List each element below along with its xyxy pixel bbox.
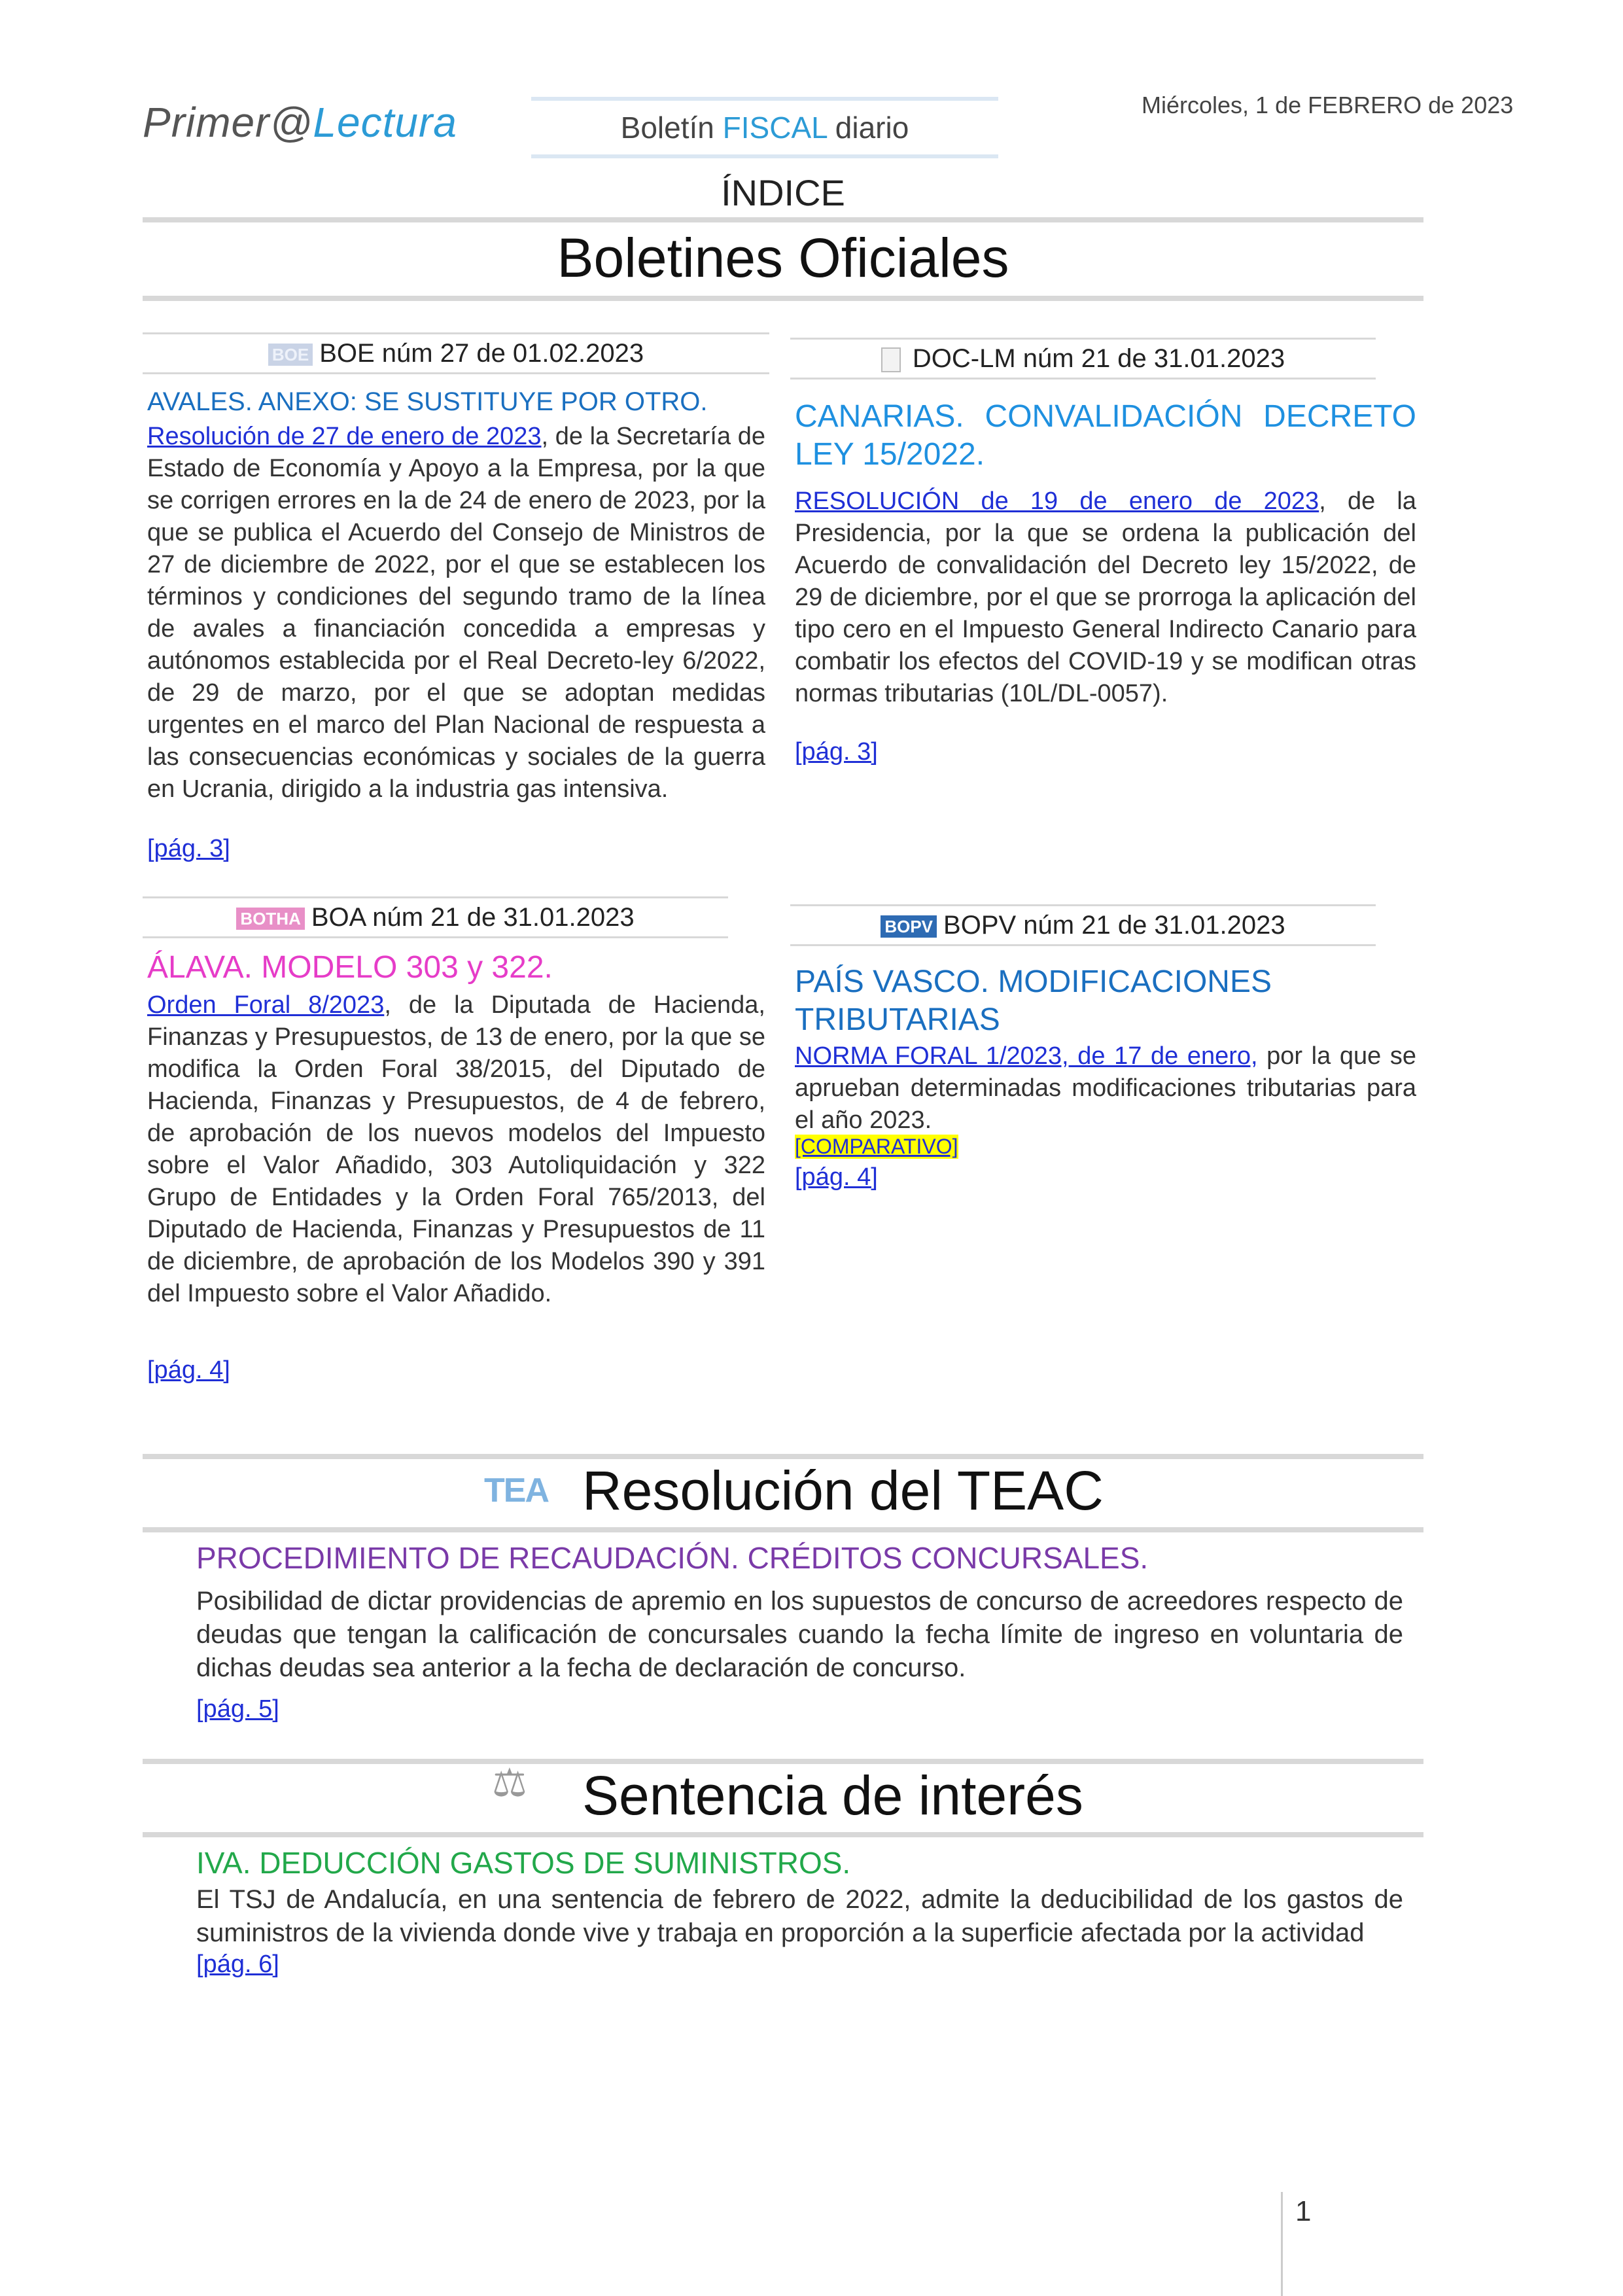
- divider: [143, 1527, 1423, 1532]
- divider: [143, 1759, 1423, 1764]
- boe-body: Resolución de 27 de enero de 2023, de la Secretaría de Estado de Economía y Apoyo a la Empresa, por la que se corrigen errores en la de 24 de enero de 2023, por la que se publica el Acuerdo del Consejo de Ministros de 27 de diciembre de 2022, por el que se establecen los términos y condiciones del segundo tramo de la línea de avales a financiación concedida a empresas y autónomos establecida por el Real Decreto-ley 6/2022, de 29 de marzo, por el que se adoptan medidas urgentes en el marco del Plan Nacional de respuesta a las consecuencias económicas y sociales de la guerra en Ucrania, dirigido a la industria gas intensiva.: [147, 423, 765, 803]
- divider: [143, 296, 1423, 301]
- boa-section-title: ÁLAVA. MODELO 303 y 322.: [147, 950, 553, 985]
- sentencia-page-link[interactable]: [pág. 6]: [196, 1951, 279, 1978]
- page-number-divider: [1281, 2192, 1283, 2296]
- sentencia-body: El TSJ de Andalucía, en una sentencia de febrero de 2022, admite la deducibilidad de los gastos de suministros de la vivienda donde vive y trabaja en proporción a la superficie afectada por la actividad: [196, 1885, 1403, 1947]
- divider: [143, 217, 1423, 222]
- boe-header: BOE BOE núm 27 de 01.02.2023: [143, 332, 769, 374]
- teac-subtitle: PROCEDIMIENTO DE RECAUDACIÓN. CRÉDITOS CONCURSALES.: [196, 1541, 1149, 1575]
- divider: [143, 1832, 1423, 1837]
- boe-page-link[interactable]: [pág. 3]: [147, 835, 230, 862]
- boletines-title: Boletines Oficiales: [557, 227, 1009, 289]
- scale-icon: ⚖: [492, 1761, 527, 1805]
- boe-logo-icon: BOE: [268, 344, 313, 366]
- doclm-header: DOC-LM núm 21 de 31.01.2023: [790, 338, 1376, 380]
- doclm-body: RESOLUCIÓN de 19 de enero de 2023, de la Presidencia, por la que se ordena la publicación del Acuerdo de convalidación del Decreto ley 15/2022, de 29 de diciembre, por el que se prorroga la aplicación del tipo cero en el Impuesto General Indirecto Canario para combatir los efectos del COVID-19 y se modifican otras normas tributarias (10L/DL-0057).: [795, 487, 1416, 707]
- bopv-section-title: PAÍS VASCO. MODIFICACIONES TRIBUTARIAS: [795, 964, 1272, 1037]
- teac-page-link[interactable]: [pág. 5]: [196, 1695, 279, 1723]
- boe-section-title: AVALES. ANEXO: SE SUSTITUYE POR OTRO.: [147, 387, 708, 416]
- bopv-comparativo-link[interactable]: [COMPARATIVO]: [795, 1135, 958, 1158]
- boa-orden-link[interactable]: Orden Foral 8/2023: [147, 991, 385, 1019]
- boletin-title: Boletín FISCAL diario: [531, 97, 998, 158]
- bopv-page-link[interactable]: [pág. 4]: [795, 1163, 878, 1191]
- logo: Primer@Lectura: [143, 99, 457, 146]
- sentencia-subtitle: IVA. DEDUCCIÓN GASTOS DE SUMINISTROS.: [196, 1846, 851, 1880]
- doclm-resolution-link[interactable]: RESOLUCIÓN de 19 de enero de 2023: [795, 487, 1319, 515]
- divider: [143, 1454, 1423, 1459]
- teac-body: Posibilidad de dictar providencias de apremio en los supuestos de concurso de acreedores respecto de deudas que tengan la calificación de concursales cuando la fecha límite de ingreso en voluntaria de dichas deudas sea anterior a la fecha de declaración de concurso.: [196, 1587, 1403, 1682]
- page-number: 1: [1295, 2195, 1312, 2227]
- bopv-body: NORMA FORAL 1/2023, de 17 de enero, por la que se aprueban determinadas modificaciones tributarias para el año 2023.: [795, 1042, 1416, 1134]
- boa-body: Orden Foral 8/2023, de la Diputada de Hacienda, Finanzas y Presupuestos, de 13 de enero, por la que se modifica la Orden Foral 38/2015, del Diputado de Hacienda, Finanzas y Presupuestos, de 4 de febrero, de aprobación de los nuevos modelos del Impuesto sobre el Valor Añadido, 303 Autoliquidación y 322 Grupo de Entidades y la Orden Foral 765/2013, del Diputado de Hacienda, Finanzas y Presupuestos de 11 de diciembre, de aprobación de los Modelos 390 y 391 del Impuesto sobre el Valor Añadido.: [147, 991, 765, 1307]
- teac-title: Resolución del TEAC: [582, 1460, 1104, 1521]
- bopv-header: BOPV BOPV núm 21 de 31.01.2023: [790, 904, 1376, 946]
- sentencia-title: Sentencia de interés: [582, 1765, 1083, 1826]
- botha-logo-icon: BOTHA: [236, 908, 304, 930]
- doclm-logo-icon: [881, 347, 901, 372]
- boa-page-link[interactable]: [pág. 4]: [147, 1356, 230, 1384]
- boe-resolution-link[interactable]: Resolución de 27 de enero de 2023: [147, 423, 542, 450]
- bopv-norma-link[interactable]: NORMA FORAL 1/2023, de 17 de enero,: [795, 1042, 1258, 1070]
- bopv-logo-icon: BOPV: [881, 915, 937, 938]
- boa-header: BOTHA BOA núm 21 de 31.01.2023: [143, 896, 728, 938]
- teac-icon: TEA: [484, 1472, 548, 1510]
- date: Miércoles, 1 de FEBRERO de 2023: [1142, 92, 1514, 118]
- doclm-page-link[interactable]: [pág. 3]: [795, 738, 878, 766]
- index-heading: ÍNDICE: [721, 172, 845, 213]
- doclm-section-title: CANARIAS. CONVALIDACIÓN DECRETO LEY 15/2022.: [795, 399, 1416, 472]
